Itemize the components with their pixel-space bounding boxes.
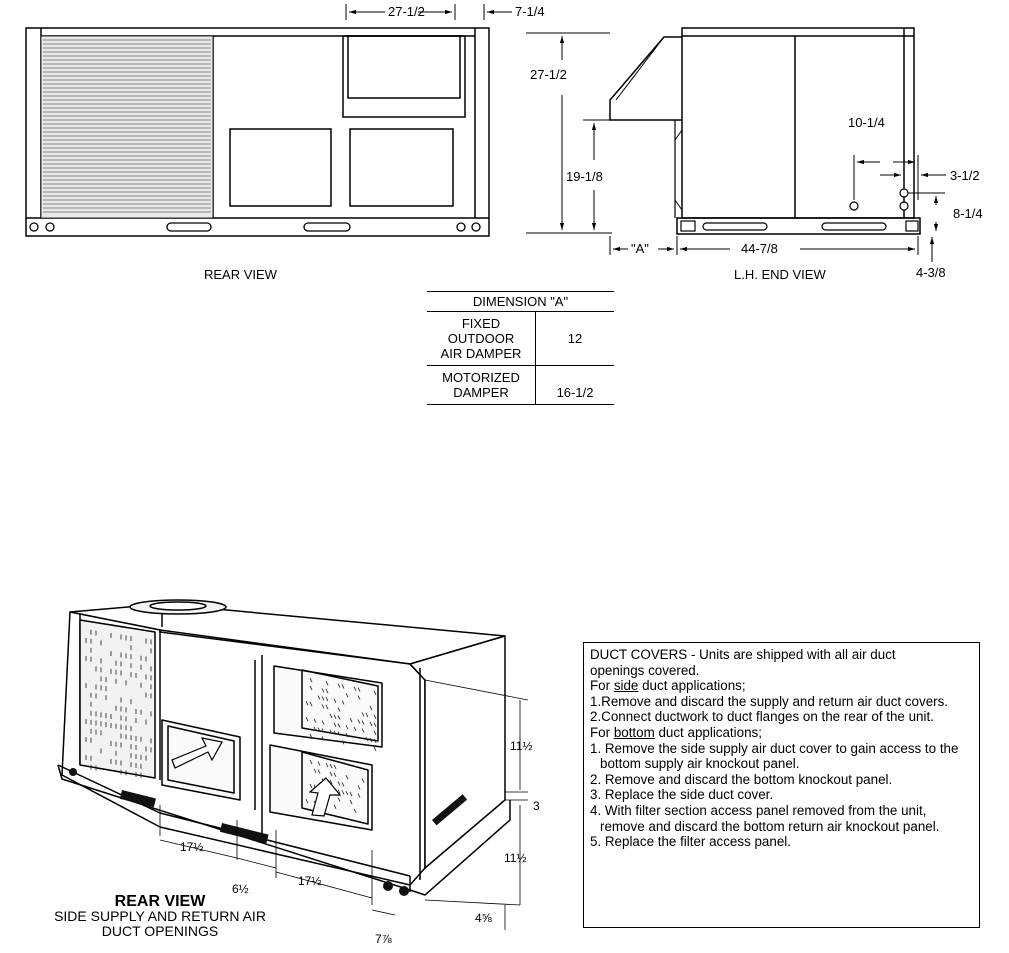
notes-line-1: DUCT COVERS - Units are shipped with all air duct	[590, 647, 896, 662]
side-step-2: 2.Connect ductwork to duct flanges on the rear of the unit.	[590, 709, 934, 725]
dim-27-1-2-top: 27-1/2	[388, 4, 425, 19]
dim-8-1-4: 8-1/4	[953, 206, 983, 221]
coil-louvers	[41, 36, 213, 218]
iso-view-subtitle-2: DUCT OPENINGS	[101, 923, 219, 939]
dim-11-half-b: 11½	[504, 851, 527, 865]
row-value: 12	[536, 312, 615, 366]
lh-end-view-cabinet	[610, 28, 920, 234]
dim-10-1-4: 10-1/4	[848, 115, 885, 130]
dim-a: "A"	[631, 241, 649, 256]
lh-end-view-caption: L.H. END VIEW	[734, 267, 826, 282]
dim-3-1-2: 3-1/2	[950, 168, 980, 183]
rear-view-caption: REAR VIEW	[204, 267, 277, 282]
end-view-holes	[681, 189, 918, 231]
bottom-heading: For bottom duct applications;	[590, 724, 762, 740]
bottom-step-2: 2. Remove and discard the bottom knockout panel.	[590, 771, 893, 787]
row-label: FIXED OUTDOOR AIR DAMPER	[427, 312, 536, 366]
iso-unit-drawing	[58, 600, 510, 895]
dim-17-half-a: 17½	[180, 840, 204, 854]
bottom-step-4: 4. With filter section access panel removed from the unit, remove and discard the bottom return air knockout panel.	[590, 802, 940, 834]
bottom-step-1: 1. Remove the side supply air duct cover to gain access to the bottom supply air knockout panel.	[590, 740, 959, 772]
iso-view-subtitle-1: SIDE SUPPLY AND RETURN AIR	[54, 908, 266, 924]
notes-line-2: openings covered.	[590, 662, 700, 678]
iso-view-title-block	[20, 894, 300, 939]
dim-11-half-a: 11½	[510, 739, 533, 753]
duct-covers-notes	[583, 642, 980, 928]
dimension-table-header: DIMENSION "A"	[427, 292, 614, 312]
rear-view-dimensions	[346, 4, 512, 20]
dim-4-3-8: 4-3/8	[916, 265, 946, 280]
dim-44-7-8: 44-7/8	[741, 241, 778, 256]
bottom-step-5: 5. Replace the filter access panel.	[590, 834, 791, 850]
dim-4-5-8: 4⅝	[475, 911, 492, 925]
dim-19-1-8: 19-1/8	[566, 169, 603, 184]
dim-7-1-4: 7-1/4	[515, 4, 545, 19]
dim-6-half: 6½	[232, 882, 249, 896]
side-heading: For side duct applications;	[590, 678, 746, 694]
dim-27-1-2-side: 27-1/2	[530, 67, 567, 82]
base-holes	[30, 223, 480, 231]
dim-7-7-8: 7⅞	[375, 932, 392, 946]
table-row	[427, 312, 614, 366]
dimension-a-table	[427, 291, 614, 405]
iso-view-title: REAR VIEW	[114, 893, 206, 910]
side-step-1: 1.Remove and discard the supply and return air duct covers.	[590, 693, 949, 709]
dim-3: 3	[533, 799, 540, 813]
table-row	[427, 366, 614, 405]
row-label: MOTORIZED DAMPER	[427, 366, 536, 405]
dim-17-half-b: 17½	[298, 874, 322, 888]
row-value: 16-1/2	[536, 366, 615, 405]
bottom-step-3: 3. Replace the side duct cover.	[590, 787, 774, 803]
